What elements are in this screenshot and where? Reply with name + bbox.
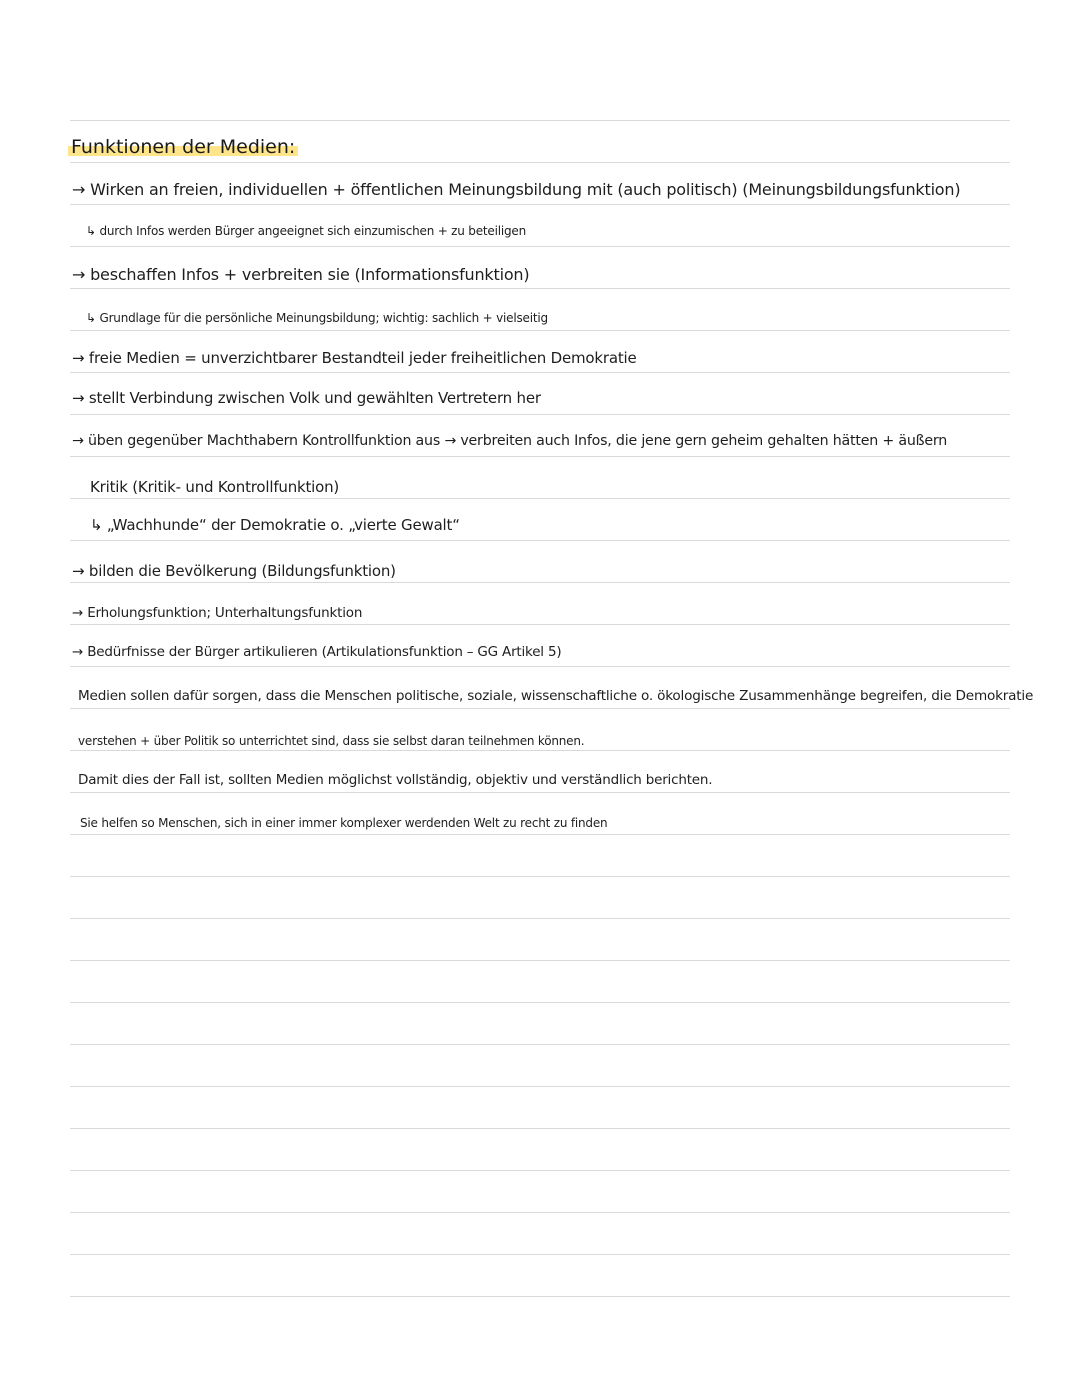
ruled-line: [70, 288, 1010, 289]
ruled-line: [70, 498, 1010, 499]
note-line: → bilden die Bevölkerung (Bildungsfunktion): [72, 562, 396, 580]
note-line: → freie Medien = unverzichtbarer Bestandteil jeder freiheitlichen Demokratie: [72, 349, 637, 367]
note-line: Kritik (Kritik- und Kontrollfunktion): [90, 478, 340, 496]
note-line: → Wirken an freien, individuellen + öffentlichen Meinungsbildung mit (auch politisch) (Meinungsbildungsfunktion): [72, 180, 961, 199]
note-line: → stellt Verbindung zwischen Volk und gewählten Vertretern her: [72, 389, 541, 407]
ruled-line: [70, 708, 1010, 709]
ruled-line: [70, 204, 1010, 205]
note-line: ↳ „Wachhunde“ der Demokratie o. „vierte Gewalt“: [90, 516, 460, 534]
note-line: → Erholungsfunktion; Unterhaltungsfunktion: [72, 605, 363, 621]
ruled-line: [70, 246, 1010, 247]
ruled-line: [70, 876, 1010, 877]
note-line: → Bedürfnisse der Bürger artikulieren (Artikulationsfunktion – GG Artikel 5): [72, 644, 562, 660]
ruled-line: [70, 1254, 1010, 1255]
note-line: Damit dies der Fall ist, sollten Medien möglichst vollständig, objektiv und verständlich berichten.: [78, 772, 713, 788]
ruled-line: [70, 1296, 1010, 1297]
note-line: verstehen + über Politik so unterrichtet sind, dass sie selbst daran teilnehmen können.: [78, 734, 585, 748]
ruled-line: [70, 834, 1010, 835]
ruled-line: [70, 120, 1010, 121]
ruled-line: [70, 1044, 1010, 1045]
ruled-line: [70, 582, 1010, 583]
note-line: ↳ durch Infos werden Bürger angeeignet sich einzumischen + zu beteiligen: [86, 224, 527, 238]
note-line: ↳ Grundlage für die persönliche Meinungsbildung; wichtig: sachlich + vielseitig: [86, 311, 548, 325]
ruled-line: [70, 624, 1010, 625]
ruled-line: [70, 918, 1010, 919]
ruled-line: [70, 1002, 1010, 1003]
ruled-line: [70, 330, 1010, 331]
note-line: Sie helfen so Menschen, sich in einer immer komplexer werdenden Welt zu recht zu finden: [80, 816, 608, 830]
ruled-line: [70, 1170, 1010, 1171]
ruled-line: [70, 750, 1010, 751]
ruled-line: [70, 414, 1010, 415]
ruled-line: [70, 960, 1010, 961]
ruled-line: [70, 666, 1010, 667]
ruled-line: [70, 792, 1010, 793]
ruled-line: [70, 372, 1010, 373]
ruled-line: [70, 540, 1010, 541]
ruled-line: [70, 1212, 1010, 1213]
ruled-line: [70, 1128, 1010, 1129]
ruled-line: [70, 162, 1010, 163]
note-line: Medien sollen dafür sorgen, dass die Menschen politische, soziale, wissenschaftliche o. ökologische Zusammenhänge begreifen, die Demokratie: [78, 688, 1034, 704]
ruled-line: [70, 1086, 1010, 1087]
ruled-line: [70, 456, 1010, 457]
page-title: Funktionen der Medien:: [68, 136, 298, 158]
note-line: → üben gegenüber Machthabern Kontrollfunktion aus → verbreiten auch Infos, die jene gern geheim gehalten hätten + äußern: [72, 433, 948, 449]
note-line: → beschaffen Infos + verbreiten sie (Informationsfunktion): [72, 265, 530, 284]
